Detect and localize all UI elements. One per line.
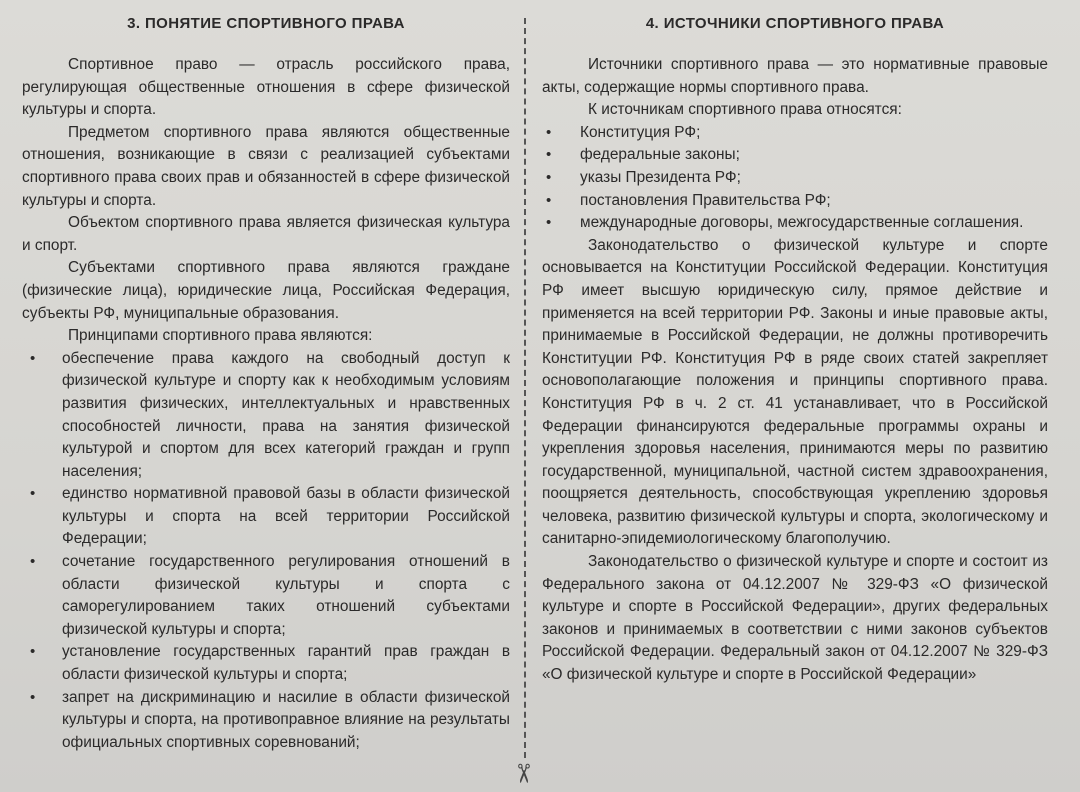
list-item: • запрет на дискриминацию и насилие в области физической культуры и спорта, на противоправное влияние на результаты официальных спортивных соревнований; <box>30 688 510 751</box>
bullet-icon: • <box>546 168 552 186</box>
bullet-icon: • <box>546 214 552 232</box>
subject-paragraph: Предметом спортивного права являются общественные отношения, возникающие в связи с реализацией субъектами спортивного права своих прав и обязанностей в сфере физической культуры и спорта. <box>22 123 510 209</box>
principles-list <box>22 348 510 755</box>
bullet-icon: • <box>30 553 36 571</box>
definition-paragraph: Спортивное право — отрасль российского права, регулирующая общественные отношения в сфере физической культуры и спорта. <box>22 56 510 119</box>
sources-list <box>542 122 1048 235</box>
list-item: • единство нормативной правовой базы в области физической культуры и спорта на всей территории Российской Федерации; <box>30 485 510 548</box>
section-3-heading: 3. ПОНЯТИЕ СПОРТИВНОГО ПРАВА <box>127 15 405 32</box>
constitution-paragraph: Законодательство о физической культуре и спорте основывается на Конституции Российской Федерации. Конституция РФ имеет высшую юридическую силу, прямое действие и применяется на всей территории РФ. Законы и иные правовые акты, принимаемые в Российской Федерации, не должны противоречить Конституции РФ. Конституция РФ в ряде своих статей закрепляет основополагающие положения и принципы спортивного права. Конституция РФ в ч. 2 ст. 41 устанавливает, что в Российской Федерации финансируются федеральные программы охраны и укрепления здоровья населения, принимаются меры по развитию государственной, муниципальной, частной систем здравоохранения, поощряется деятельность, способствующая укреплению здоровья человека, развитию физической культуры и спорта, экологическому и санитарно-эпидемиологическому благополучию. <box>542 236 1048 548</box>
right-column <box>542 14 1048 792</box>
list-item: • указы Президента РФ; <box>542 167 1048 190</box>
bullet-icon: • <box>30 643 36 661</box>
federal-law-paragraph: Законодательство о физической культуре и спорте и состоит из Федерального закона от 04.12.2007 № 329-ФЗ «О физической культуре и спорте в Российской Федерации», других федеральных законов и принимаемых в соответствии с ними законов субъектов Российской Федерации. Федеральный закон от 04.12.2007 № 329-ФЗ «О физической культуре и спорте в Российской Федерации» <box>542 553 1048 684</box>
left-column <box>22 14 510 792</box>
list-item: • установление государственных гарантий прав граждан в области физической культуры и спорта; <box>30 643 510 684</box>
cut-line <box>524 18 526 758</box>
scissors-icon: ✂ <box>508 762 539 785</box>
bullet-icon: • <box>30 485 36 503</box>
list-item: • сочетание государственного регулирования отношений в области физической культуры и спорта с саморегулированием таких отношений субъектами физической культуры и спорта; <box>30 553 510 638</box>
bullet-icon: • <box>30 349 36 367</box>
principles-intro: Принципами спортивного права являются: <box>68 327 373 345</box>
list-item: • постановления Правительства РФ; <box>542 190 1048 213</box>
bullet-icon: • <box>546 191 552 209</box>
subjects-paragraph: Субъектами спортивного права являются граждане (физические лица), юридические лица, Российская Федерация, субъекты РФ, муниципальные образования. <box>22 259 510 322</box>
list-item: • федеральные законы; <box>542 144 1048 167</box>
list-item: • обеспечение права каждого на свободный доступ к физической культуре и спорту как к необходимым условиям развития физических, интеллектуальных и нравственных способностей личности, права на занятия физической культурой и спортом для всех категорий граждан и групп населения; <box>30 349 510 480</box>
list-item: • международные договоры, межгосударственные соглашения. <box>542 212 1048 235</box>
bullet-icon: • <box>546 146 552 164</box>
sources-definition: Источники спортивного права — это нормативные правовые акты, содержащие нормы спортивного права. <box>542 56 1048 96</box>
section-4-heading: 4. ИСТОЧНИКИ СПОРТИВНОГО ПРАВА <box>645 15 945 32</box>
sources-intro: К источникам спортивного права относятся: <box>588 101 902 119</box>
bullet-icon: • <box>546 123 552 141</box>
object-paragraph: Объектом спортивного права является физическая культура и спорт. <box>22 214 510 254</box>
bullet-icon: • <box>30 688 36 706</box>
list-item: • Конституция РФ; <box>542 122 1048 145</box>
